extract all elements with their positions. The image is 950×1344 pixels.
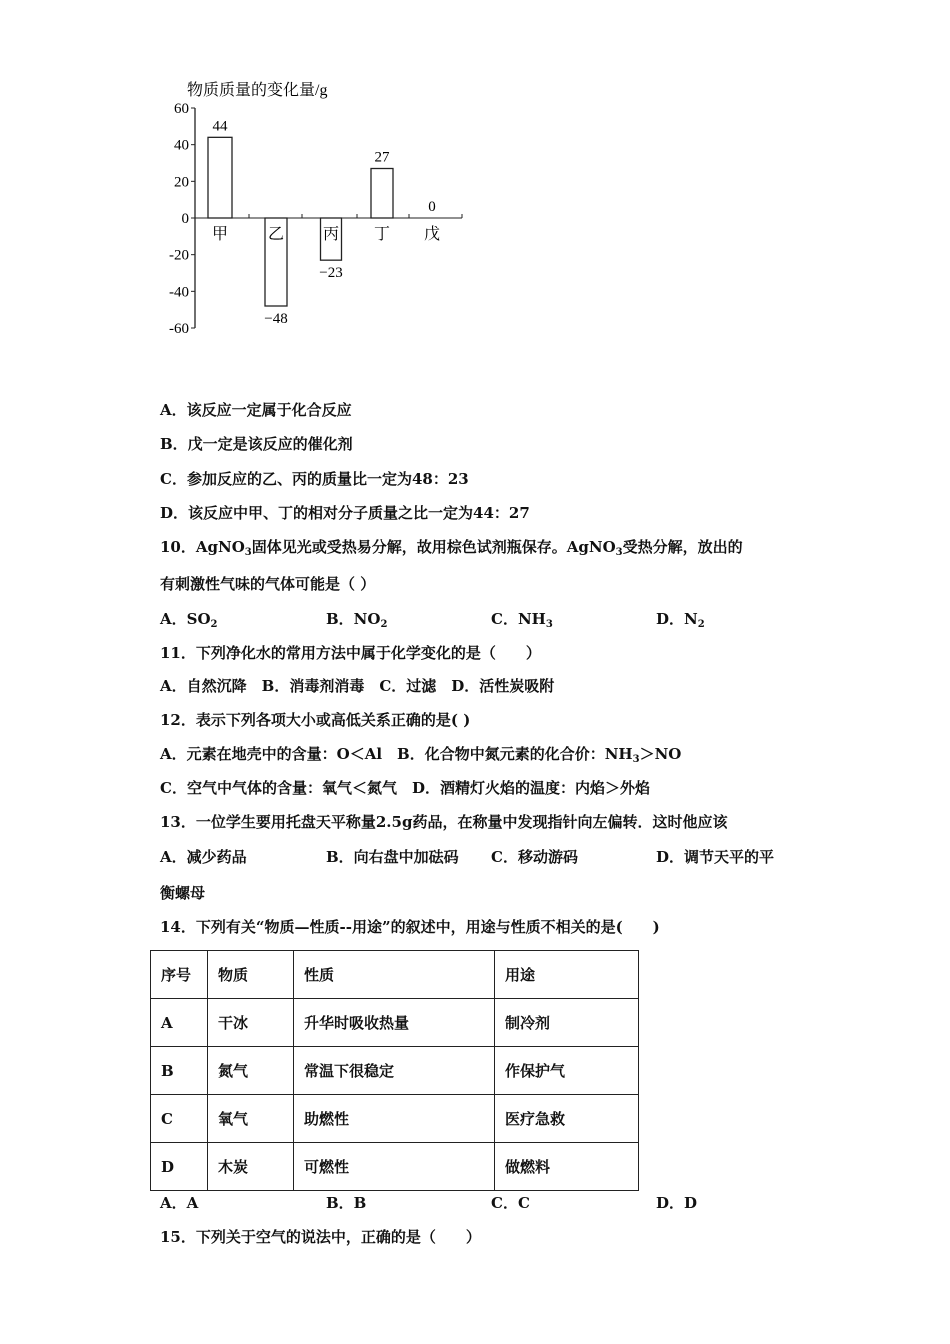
q13-options xyxy=(160,847,800,867)
q14-stem: 14．下列有关“物质—性质--用途”的叙述中，用途与性质不相关的是( ) xyxy=(160,918,660,936)
chart-title: 物质质量的变化量/g xyxy=(187,82,328,99)
q13-stem: 13．一位学生要用托盘天平称量2.5g药品，在称量中发现指针向左偏转．这时他应该 xyxy=(160,813,728,831)
q10-d: D．N xyxy=(656,610,698,628)
cell: 木炭 xyxy=(208,1143,294,1191)
q10-a: A．SO xyxy=(160,610,211,628)
cell: 作保护气 xyxy=(495,1047,639,1095)
q10-c-sub: 3 xyxy=(545,619,553,630)
q10-b: B．NO xyxy=(326,610,381,628)
q14-c: C．C xyxy=(491,1194,530,1212)
bar xyxy=(371,169,393,219)
q10-c: C．NH xyxy=(491,610,546,628)
data-label: −23 xyxy=(319,265,343,282)
bar xyxy=(208,137,232,218)
q10-d-sub: 2 xyxy=(697,619,705,630)
q13-c: C．移动游码 xyxy=(491,848,578,866)
q12-options-ab xyxy=(160,744,681,764)
y-tick-label: -60 xyxy=(169,321,189,337)
y-tick-label: 60 xyxy=(174,101,189,117)
cell: 助燃性 xyxy=(294,1095,495,1143)
q10-p2: 固体见光或受热易分解，故用棕色试剂瓶保存。AgNO xyxy=(251,538,616,556)
cell: 医疗急救 xyxy=(495,1095,639,1143)
q10-s2: 3 xyxy=(615,547,623,558)
header-cell: 序号 xyxy=(151,951,208,999)
q9-option-b: B．戊一定是该反应的催化剂 xyxy=(160,435,353,453)
header-cell: 用途 xyxy=(495,951,639,999)
data-label: −48 xyxy=(264,311,288,327)
cell: 干冰 xyxy=(208,999,294,1047)
cell: 氮气 xyxy=(208,1047,294,1095)
y-tick-label: -20 xyxy=(169,247,189,264)
cell: 升华时吸收热量 xyxy=(294,999,495,1047)
q11-stem: 11．下列净化水的常用方法中属于化学变化的是（ ） xyxy=(160,644,541,662)
q10-options xyxy=(160,609,800,629)
category-label: 乙 xyxy=(267,226,285,243)
q12-stem: 12．表示下列各项大小或高低关系正确的是( ) xyxy=(160,711,471,729)
q15-stem: 15．下列关于空气的说法中，正确的是（ ） xyxy=(160,1228,481,1246)
category-label: 甲 xyxy=(211,226,229,243)
q14-a: A．A xyxy=(160,1194,199,1212)
category-label: 丙 xyxy=(322,226,340,243)
q10-b-sub: 2 xyxy=(380,619,388,630)
cell: B xyxy=(151,1047,208,1095)
q11-options: A．自然沉降 B．消毒剂消毒 C．过滤 D．活性炭吸附 xyxy=(160,677,555,695)
cell: 常温下很稳定 xyxy=(294,1047,495,1095)
cell: A xyxy=(151,999,208,1047)
q10-stem xyxy=(160,537,743,557)
data-label: 44 xyxy=(212,118,228,135)
table-row xyxy=(151,1143,639,1191)
y-tick-label: 0 xyxy=(181,211,189,227)
q10-a-sub: 2 xyxy=(210,619,218,630)
table-row xyxy=(151,1047,639,1095)
q13-b: B．向右盘中加砝码 xyxy=(326,848,459,866)
q13-d-cont: 衡螺母 xyxy=(160,884,206,902)
data-label: 0 xyxy=(428,199,436,215)
q12-ab-2: ＞NO xyxy=(639,745,682,763)
header-cell: 物质 xyxy=(208,951,294,999)
mass-change-bar-chart xyxy=(0,0,950,360)
q14-b: B．B xyxy=(326,1194,367,1212)
q10-stem-line2: 有刺激性气味的气体可能是（ ） xyxy=(160,575,376,593)
category-label: 戊 xyxy=(423,226,441,243)
q14-options xyxy=(160,1193,800,1213)
category-label: 丁 xyxy=(373,226,391,243)
cell: C xyxy=(151,1095,208,1143)
header-cell: 性质 xyxy=(294,951,495,999)
q9-option-c: C．参加反应的乙、丙的质量比一定为48：23 xyxy=(160,470,469,488)
data-label: 27 xyxy=(374,149,390,166)
q10-s1: 3 xyxy=(244,547,252,558)
q13-a: A．减少药品 xyxy=(160,848,247,866)
q14-d: D．D xyxy=(656,1194,698,1212)
y-tick-label: 20 xyxy=(174,174,189,191)
q12-ab-1: A．元素在地壳中的含量：O＜Al B．化合物中氮元素的化合价：NH xyxy=(160,745,633,763)
q9-option-d: D．该反应中甲、丁的相对分子质量之比一定为44：27 xyxy=(160,504,530,522)
q13-d: D．调节天平的平 xyxy=(656,848,775,866)
table-row xyxy=(151,999,639,1047)
q12-ab-sub: 3 xyxy=(632,754,640,765)
cell: 制冷剂 xyxy=(495,999,639,1047)
q14-table xyxy=(150,950,639,1191)
cell: 氧气 xyxy=(208,1095,294,1143)
table-row xyxy=(151,1095,639,1143)
q10-p1: 10．AgNO xyxy=(160,538,245,556)
table-header-row xyxy=(151,951,639,999)
y-tick-label: -40 xyxy=(169,284,189,301)
y-tick-label: 40 xyxy=(174,137,189,154)
q10-p3: 受热分解，放出的 xyxy=(622,538,743,556)
q12-options-cd: C．空气中气体的含量：氧气＜氮气 D．酒精灯火焰的温度：内焰＞外焰 xyxy=(160,779,650,797)
q9-option-a: A．该反应一定属于化合反应 xyxy=(160,401,352,419)
cell: 可燃性 xyxy=(294,1143,495,1191)
cell: D xyxy=(151,1143,208,1191)
cell: 做燃料 xyxy=(495,1143,639,1191)
